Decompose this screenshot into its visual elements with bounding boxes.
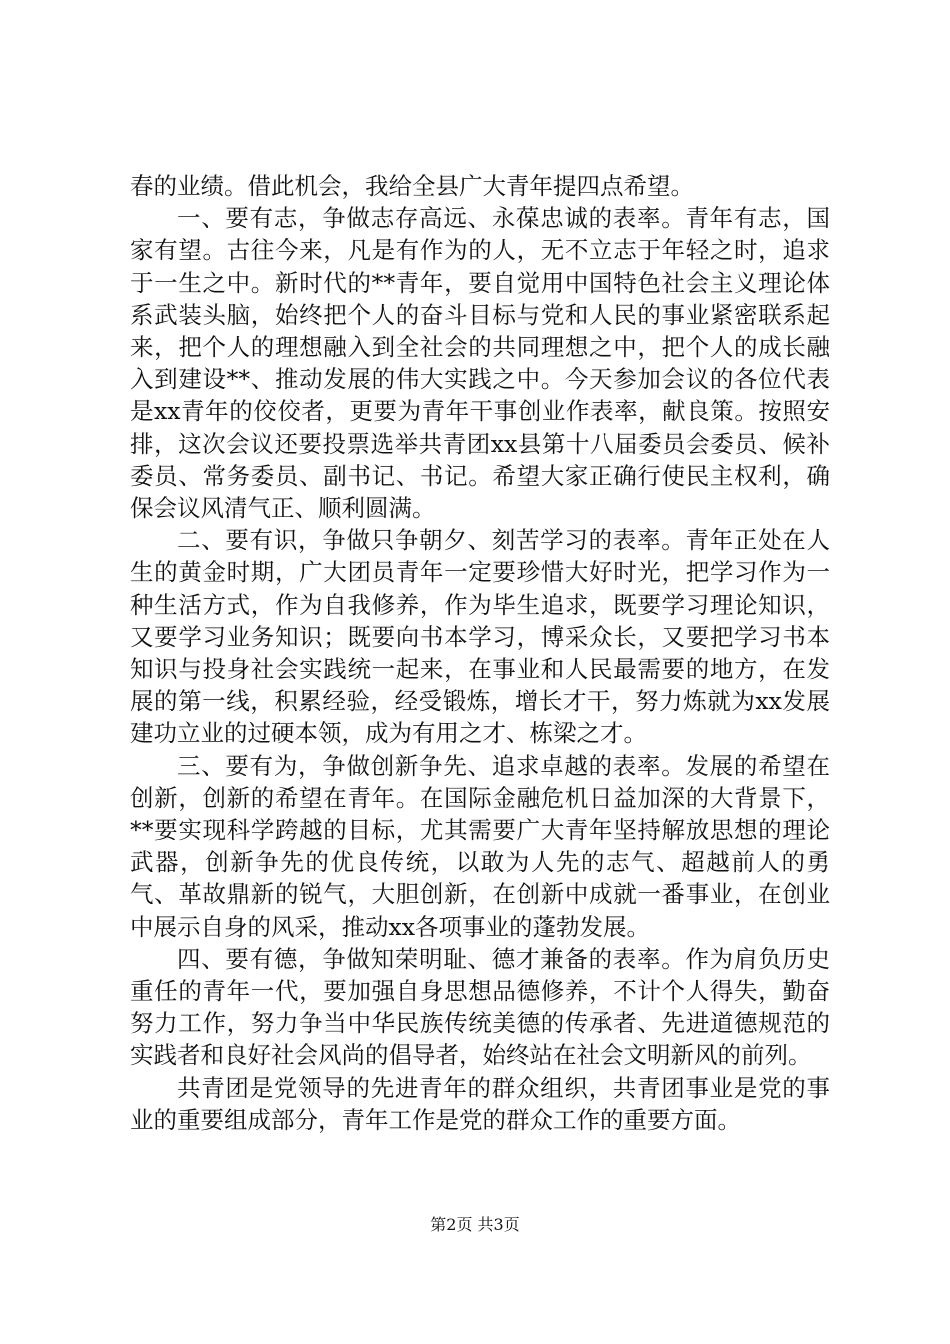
paragraph: 春的业绩。借此机会，我给全县广大青年提四点希望。 [130,172,694,200]
paragraph: 一、要有志，争做志存高远、永葆忠诚的表率。青年有志，国家有望。古往今来，凡是有作为的人，无不立志于年轻之时，追求于一生之中。新时代的**青年，要自觉用中国特色社会主义理论体系武装头脑，始终把个人的奋斗目标与党和人民的事业紧密联系起来，把个人的理想融入到全社会的共同理想之中，把个人的成长融入到建设**、推动发展的伟大实践之中。今天参加会议的各位代表是xx青年的佼佼者，更要为青年干事创业作表率，献良策。按照安排，这次会议还要投票选举共青团xx县第十八届委员会委员、候补委员、常务委员、副书记、书记。希望大家正确行使民主权利，确保会议风清气正、顺利圆满。 [130,204,830,523]
paragraph: 三、要有为，争做创新争先、追求卓越的表率。发展的希望在创新，创新的希望在青年。在国际金融危机日益加深的大背景下，**要实现科学跨越的目标，尤其需要广大青年坚持解放思想的理论武器，创新争先的优良传统，以敢为人先的志气、超越前人的勇气、革故鼎新的锐气，大胆创新，在创新中成就一番事业，在创业中展示自身的风采，推动xx各项事业的蓬勃发展。 [130,751,830,941]
page-number-footer: 第2页 共3页 [430,1215,520,1234]
document-body [130,170,830,1136]
paragraph: 共青团是党领导的先进青年的群众组织，共青团事业是党的事业的重要组成部分，青年工作是党的群众工作的重要方面。 [130,1073,830,1134]
paragraph: 四、要有德，争做知荣明耻、德才兼备的表率。作为肩负历史重任的青年一代，要加强自身思想品德修养，不计个人得失，勤奋努力工作，努力争当中华民族传统美德的传承者、先进道德规范的实践者和良好社会风尚的倡导者，始终站在社会文明新风的前列。 [130,944,830,1070]
paragraph: 二、要有识，争做只争朝夕、刻苦学习的表率。青年正处在人生的黄金时期，广大团员青年一定要珍惜大好时光，把学习作为一种生活方式，作为自我修养，作为毕生追求，既要学习理论知识，又要学习业务知识；既要向书本学习，博采众长，又要把学习书本知识与投身社会实践统一起来，在事业和人民最需要的地方，在发展的第一线，积累经验，经受锻炼，增长才干，努力炼就为xx发展建功立业的过硬本领，成为有用之才、栋梁之才。 [130,526,830,748]
